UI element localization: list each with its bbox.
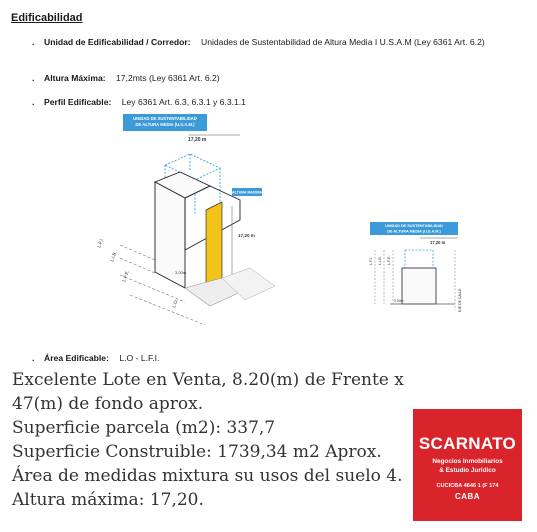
bullet-label: Perfil Edificable: [44, 97, 112, 107]
banner-line: DE ALTURA MEDIA (U.S.A.M.) [387, 229, 441, 234]
logo-line: Negocios Inmobiliarios [432, 458, 503, 465]
bullet-value: Ley 6361 Art. 6.3, 6.3.1 y 6.3.1.1 [121, 97, 246, 107]
bullet-value: Unidades de Sustentabilidad de Altura Media I U.S.A.M (Ley 6361 Art. 6.2) [200, 37, 485, 47]
lfi-label: L.F.I. [96, 237, 105, 249]
banner-line: DE ALTURA MEDIA (U.S.A.M.) [135, 122, 195, 127]
bullet-area [32, 352, 160, 365]
description-line: Superficie Construible: 1739,34 m2 Aprox. [12, 442, 382, 462]
bullet-label: Área Edificable: [44, 353, 109, 363]
bullet-label: Altura Máxima: [44, 73, 106, 83]
dim-label: 3,00m [394, 299, 404, 303]
lo-label: L.O. [171, 298, 179, 309]
lib-label: L.I.B. [378, 256, 382, 265]
bullet-value: L.O - L.F.I. [119, 353, 160, 363]
bullet-value: 17,2mts (Ley 6361 Art. 6.2) [116, 73, 220, 83]
bullet-label: Unidad de Edificabilidad / Corredor: [44, 37, 191, 47]
bullet-dot: . [32, 97, 35, 107]
description-line: Altura máxima: 17,20. [12, 490, 204, 510]
building-profile-diagram [80, 110, 310, 325]
description-line: Excelente Lote en Venta, 8.20(m) de Frente x 47(m) de fondo aprox. [12, 370, 404, 414]
logo-line: & Estudio Jurídico [439, 466, 496, 474]
lfe-label: L.F.E. [121, 269, 130, 283]
height-label: 17,20 m [188, 137, 207, 143]
lot-description [12, 368, 417, 512]
dim-label: 3,00m [175, 270, 187, 275]
logo-brand: SCARNATO [418, 434, 517, 453]
section-diagram [360, 220, 480, 320]
height-label: 17,20 m [430, 240, 446, 245]
lfe-label: L.F.E. [387, 255, 391, 265]
banner-line: UNIDAD DE SUSTENTABILIDAD [133, 116, 197, 121]
description-line: Área de medidas mixtura su usos del suelo 4. [12, 466, 403, 486]
bullet-unidad [32, 36, 514, 49]
description-line: Superficie parcela (m2): 337,7 [12, 418, 276, 438]
agency-logo [413, 409, 522, 521]
section-title: Edificabilidad [11, 12, 83, 24]
bullet-dot: . [32, 37, 35, 47]
bullet-dot: . [32, 353, 35, 363]
bullet-altura [32, 72, 220, 85]
tag-label: ALTURA MAXIMA [232, 190, 262, 195]
bullet-dot: . [32, 73, 35, 83]
lib-label: L.I.B. [109, 250, 118, 263]
street-axis-label: EJE DE CALLE [458, 288, 462, 312]
lfi-label: L.F.I. [369, 256, 373, 265]
logo-code: CUCICBA 4646 1 (F 174 [436, 483, 499, 489]
max-height-facade [206, 202, 222, 286]
side-height-label: 17,20 m [238, 233, 255, 238]
logo-city: CABA [454, 492, 481, 501]
bullet-perfil [32, 96, 246, 109]
banner-line: UNIDAD DE SUSTENTABILIDAD [385, 224, 443, 228]
